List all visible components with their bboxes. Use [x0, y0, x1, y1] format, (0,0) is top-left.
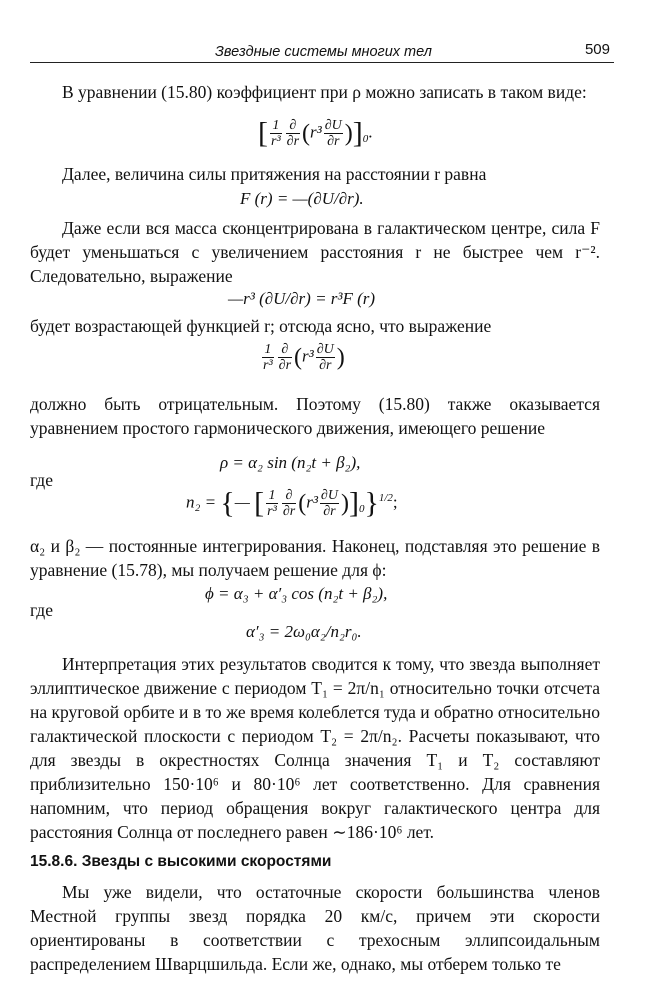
formula-force: F (r) = —(∂U/∂r).: [240, 189, 364, 208]
formula-expression: $\frac{1}{\text{r³}}$ $\frac{\partial}{\partial r}$ (r³ $\frac{\partial U}{\partial r}$ ): [263, 342, 345, 373]
formula-r3-force: —r³ (∂U/∂r) = r³F (r): [228, 289, 376, 308]
formula-alpha3: α′₃ = 2ω₀α₂/n₂r₀.: [246, 622, 362, 641]
running-header-title: Звездные системы многих тел: [215, 44, 432, 60]
paragraph-8: Мы уже видели, что остаточные скорости большинства членов Местной группы звезд порядка 20 км/с, причем эти скорости ориентированы в соответствии с трехосным эллипсоидальным распределением Шварцшильда. Если же, однако, мы отберем только те: [30, 882, 600, 974]
paragraph-1: В уравнении (15.80) коэффициент при ρ можно записать в таком виде:: [62, 82, 587, 102]
header-rule: [30, 62, 614, 63]
formula-n2: n₂ = {— [ $\frac{1}{\text{r³}}$ $\frac{\partial}{\partial r}$ (r³ $\frac{\partial U}{\partial r}$ )]$_0\}^{1/2}$;: [186, 486, 398, 520]
paragraph-3: Даже если вся масса сконцентрирована в галактическом центре, сила F будет уменьшаться с увеличением расстояния r не быстрее чем r⁻². Следовательно, выражение: [30, 218, 600, 286]
fraction-d-dr: $\frac{\partial}{\partial r}$: [286, 118, 300, 149]
paragraph-6: α₂ и β₂ — постоянные интегрирования. Наконец, подставляя это решение в уравнение (15.78), мы получаем решение для ϕ:: [30, 536, 600, 580]
page-number: 509: [584, 41, 610, 58]
fraction-1-over-r3: $\frac{1}{\text{r³}}$: [271, 118, 281, 149]
paragraph-2: Далее, величина силы притяжения на расстоянии r равна: [62, 164, 487, 184]
where-label-2: где: [30, 600, 53, 620]
formula-coefficient: [ $\frac{1}{\text{r³}}$ $\frac{\partial}{\partial r}$ (r³ $\frac{\partial U}{\partial r}$ )]$_0$.: [258, 116, 373, 150]
paragraph-4: будет возрастающей функцией r; отсюда ясно, что выражение: [30, 316, 492, 336]
formula-phi-solution: ϕ = α₃ + α′₃ cos (n₂t + β₂),: [205, 584, 388, 603]
fraction-dU-dr: $\frac{\partial U}{\partial r}$: [324, 118, 342, 149]
where-label-1: где: [30, 470, 53, 490]
paragraph-5: должно быть отрицательным. Поэтому (15.80) также оказывается уравнением простого гармонического движения, имеющего решение: [30, 394, 600, 438]
formula-rho-solution: ρ = α₂ sin (n₂t + β₂),: [220, 453, 361, 472]
section-heading: 15.8.6. Звезды с высокими скоростями: [30, 853, 332, 870]
paragraph-7: Интерпретация этих результатов сводится к тому, что звезда выполняет эллиптическое движение с периодом T₁ = 2π/n₁ относительно точки отсчета на круговой орбите и в то же время колеблется туда и обратно относительно галактической плоскости с периодом T₂ = 2π/n₂. Расчеты показывают, что для звезды в окрестностях Солнца значения T₁ и T₂ составляют приблизительно 150·10⁶ и 80·10⁶ лет соответственно. Для сравнения напомним, что период обращения вокруг галактического центра для расстояния Солнца от последнего равен ∼186·10⁶ лет.: [30, 654, 600, 842]
